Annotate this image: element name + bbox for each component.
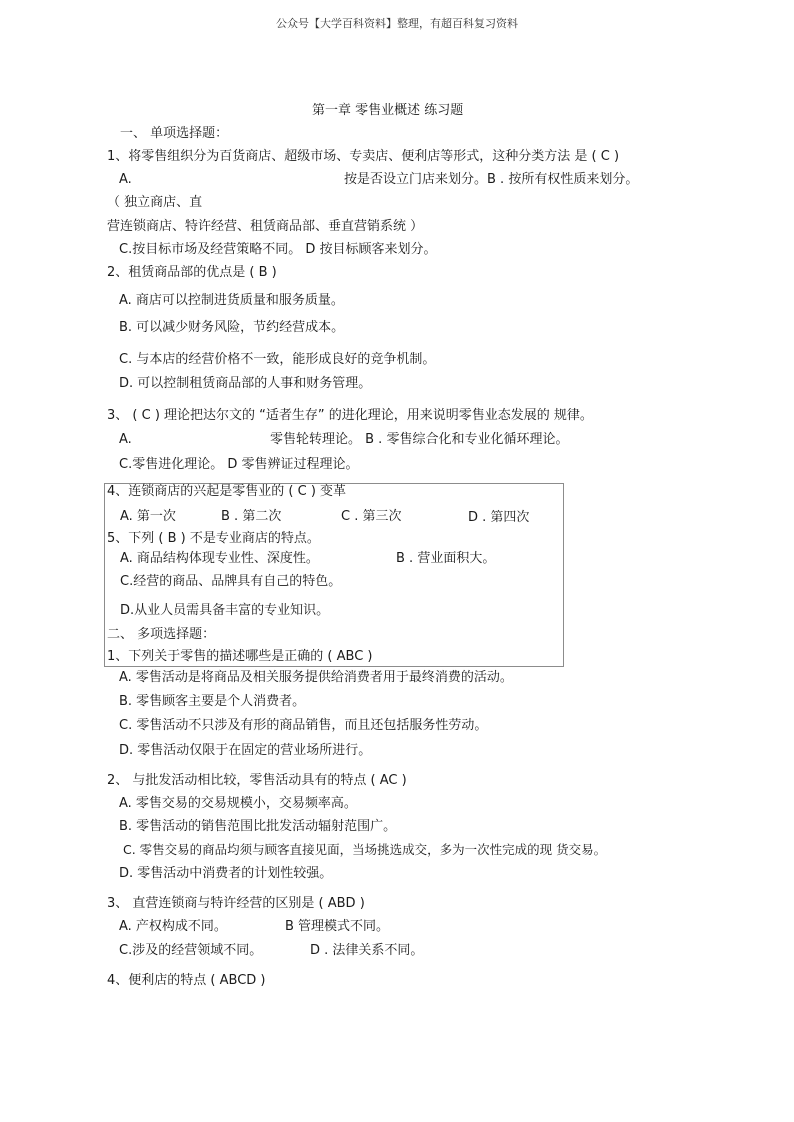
q3-stem: 3、 ( C ) 理论把达尔文的 “适者生存” 的进化理论，用来说明零售业态发展的 规律。 [107, 408, 593, 423]
m3-option-c: C.涉及的经营领域不同。 [119, 943, 263, 958]
q2-option-b: B. 可以减少财务风险，节约经营成本。 [119, 320, 345, 335]
q3-option-a-label: A. [119, 432, 132, 447]
m2-option-d: D. 零售活动中消费者的计划性较强。 [119, 866, 333, 881]
q2-option-d: D. 可以控制租赁商品部的人事和财务管理。 [119, 376, 372, 391]
q1-stem: 1、将零售组织分为百货商店、超级市场、专卖店、便利店等形式，这种分类方法 是 ( C ) [107, 149, 620, 164]
m3-option-b: B 管理模式不同。 [285, 919, 390, 934]
q5-option-a: A. 商品结构体现专业性、深度性。 [120, 551, 319, 566]
q4-option-b: B . 第二次 [221, 509, 282, 524]
q3-options-cd: C.零售进化理论。 D 零售辨证过程理论。 [119, 457, 359, 472]
q2-stem: 2、租赁商品部的优点是 ( B ) [107, 265, 277, 280]
m4-stem: 4、便利店的特点 ( ABCD ) [107, 973, 266, 988]
m1-option-a: A. 零售活动是将商品及相关服务提供给消费者用于最终消费的活动。 [119, 670, 513, 685]
q1-note-line1: （ 独立商店、直 [107, 195, 203, 210]
m2-option-a: A. 零售交易的交易规模小，交易频率高。 [119, 796, 357, 811]
page-header-source: 公众号【大学百科资料】整理，有超百科复习资料 [276, 17, 518, 30]
q5-option-c: C.经营的商品、品牌具有自己的特色。 [120, 574, 342, 589]
q4-option-d: D . 第四次 [468, 510, 530, 525]
q1-options-cd: C.按目标市场及经营策略不同。 D 按目标顾客来划分。 [119, 242, 437, 257]
q4-option-c: C . 第三次 [341, 509, 402, 524]
section-multiple-choice-heading: 二、 多项选择题： [107, 627, 216, 642]
m1-stem: 1、下列关于零售的描述哪些是正确的 ( ABC ) [107, 649, 373, 664]
q2-option-c: C. 与本店的经营价格不一致，能形成良好的竞争机制。 [119, 352, 436, 367]
m3-stem: 3、 直营连锁商与特许经营的区别是 ( ABD ) [107, 896, 365, 911]
q1-option-a-label: A. [119, 172, 132, 187]
q1-option-a-text: 按是否设立门店来划分。B . 按所有权性质来划分。 [344, 172, 639, 187]
m2-stem: 2、 与批发活动相比较，零售活动具有的特点 ( AC ) [107, 773, 407, 788]
section-single-choice-heading: 一、 单项选择题： [120, 126, 229, 141]
q2-option-a: A. 商店可以控制进货质量和服务质量。 [119, 293, 344, 308]
q4-stem: 4、连锁商店的兴起是零售业的 ( C ) 变革 [107, 484, 347, 499]
m2-option-c: C. 零售交易的商品均须与顾客直接见面，当场挑选成交，多为一次性完成的现 货交易。 [123, 842, 607, 857]
q4-option-a: A. 第一次 [120, 509, 176, 524]
q5-option-b: B . 营业面积大。 [396, 551, 496, 566]
q5-stem: 5、下列 ( B ) 不是专业商店的特点。 [107, 531, 320, 546]
m1-option-b: B. 零售顾客主要是个人消费者。 [119, 694, 306, 709]
q3-option-a-text: 零售轮转理论。 B . 零售综合化和专业化循环理论。 [270, 432, 569, 447]
m3-option-a: A. 产权构成不同。 [119, 919, 227, 934]
q1-note-line2: 营连锁商店、特许经营、租赁商品部、垂直营销系统 ） [107, 219, 424, 234]
m3-option-d: D . 法律关系不同。 [310, 943, 424, 958]
m1-option-c: C. 零售活动不只涉及有形的商品销售，而且还包括服务性劳动。 [119, 718, 488, 733]
m1-option-d: D. 零售活动仅限于在固定的营业场所进行。 [119, 743, 372, 758]
page-title: 第一章 零售业概述 练习题 [312, 103, 464, 118]
m2-option-b: B. 零售活动的销售范围比批发活动辐射范围广。 [119, 819, 397, 834]
q5-option-d: D.从业人员需具备丰富的专业知识。 [120, 603, 330, 618]
